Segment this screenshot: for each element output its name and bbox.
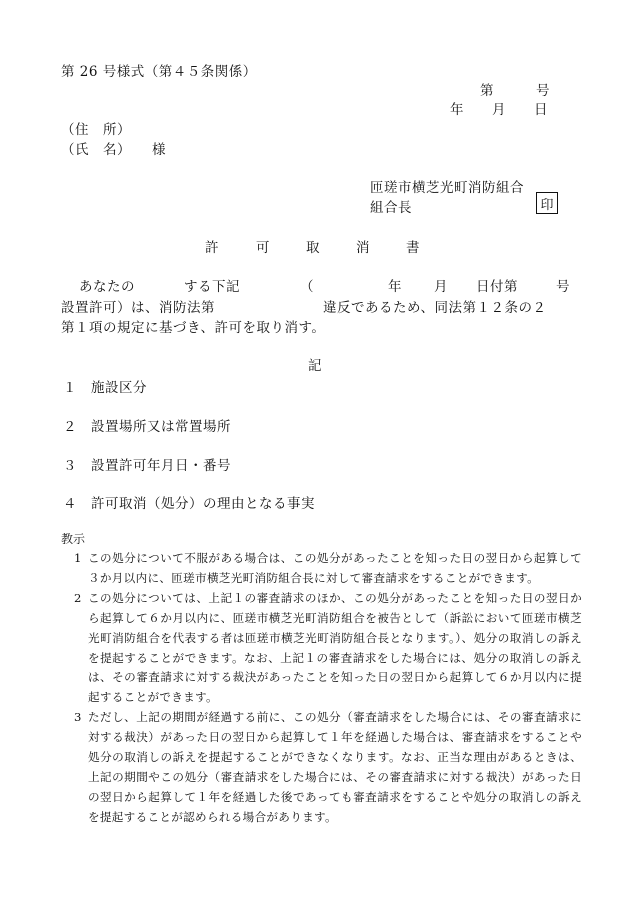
title-char: 書 [406, 240, 420, 256]
issuer-title: 組合長 [370, 200, 412, 216]
note-number: 3 [74, 710, 82, 725]
note-text: この処分については、上記１の審査請求のほか、この処分があったことを知った日の翌日から起算して６か月以内に、匝瑳市横芝光町消防組合を被告として（訴訟において匝瑳市横芝光町消防組合を代表する者は匝瑳市横芝光町消防組合長となります。）、処分の取消しの訴えを提起することができます。なお、上記１の審査請求をした場合には、処分の取消しの訴えは、その審査請求に対する裁決があったことを知った日の翌日から起算して６か月以内に提起することができます。 [88, 590, 582, 705]
title-char: 取 [306, 240, 320, 256]
ki-heading: 記 [308, 358, 322, 374]
recipient-name-label: （氏 名） [61, 142, 131, 158]
body-text: する下記 [184, 279, 240, 295]
seal-mark: 印 [536, 192, 558, 214]
body-text: 違反であるため、同法第１２条の２ [323, 300, 547, 316]
recipient-address-label: （住 所） [61, 122, 131, 138]
notes-heading: 教示 [61, 532, 86, 546]
note-item [62, 549, 582, 589]
body-text: 年 [388, 279, 402, 295]
title-char: 許 [205, 240, 219, 256]
body-text: 第１項の規定に基づき、許可を取り消す。 [61, 320, 326, 336]
title-char: 消 [356, 240, 370, 256]
list-item-label: 施設区分 [91, 380, 147, 396]
body-text: 設置許可）は、消防法第 [61, 300, 215, 316]
body-text: 号 [556, 279, 570, 295]
note-item [62, 708, 582, 827]
note-number: 2 [74, 590, 82, 605]
note-text: この処分について不服がある場合は、この処分があったことを知った日の翌日から起算して３か月以内に、匝瑳市横芝光町消防組合長に対して審査請求をすることができます。 [88, 551, 582, 585]
form-number: 第 26 号様式（第４５条関係） [61, 64, 257, 80]
note-number: 1 [74, 551, 82, 565]
list-item-number: ４ [63, 496, 77, 512]
list-item-label: 設置許可年月日・番号 [91, 458, 231, 474]
document-number: 第 号 [480, 83, 550, 99]
notes-list [62, 549, 582, 828]
body-text: あなたの [79, 279, 135, 295]
issuer-organization: 匝瑳市横芝光町消防組合 [370, 180, 524, 196]
list-item-label: 設置場所又は常置場所 [91, 419, 231, 435]
title-char: 可 [256, 240, 270, 256]
recipient-honorific: 様 [152, 142, 166, 158]
note-text: ただし、上記の期間が経過する前に、この処分（審査請求をした場合には、その審査請求に対する裁決）があった日の翌日から起算して１年を経過した場合は、審査請求をすることや処分の取消しの訴えを提起することができなくなります。なお、正当な理由があるときは、上記の期間やこの処分（審査請求をした場合には、その審査請求に対する裁決）があった日の翌日から起算して１年を経過した後であっても審査請求をすることや処分の取消しの訴えを提起することが認められる場合があります。 [88, 710, 582, 824]
issue-date: 年 月 日 [450, 102, 548, 118]
body-text: （ [300, 279, 314, 295]
body-text: 月 [434, 279, 448, 295]
list-item-label: 許可取消（処分）の理由となる事実 [91, 496, 315, 512]
body-text: 日付第 [476, 279, 518, 295]
list-item-number: １ [63, 380, 77, 396]
list-item-number: ３ [63, 458, 77, 474]
note-item [62, 589, 582, 708]
list-item-number: ２ [63, 419, 77, 435]
